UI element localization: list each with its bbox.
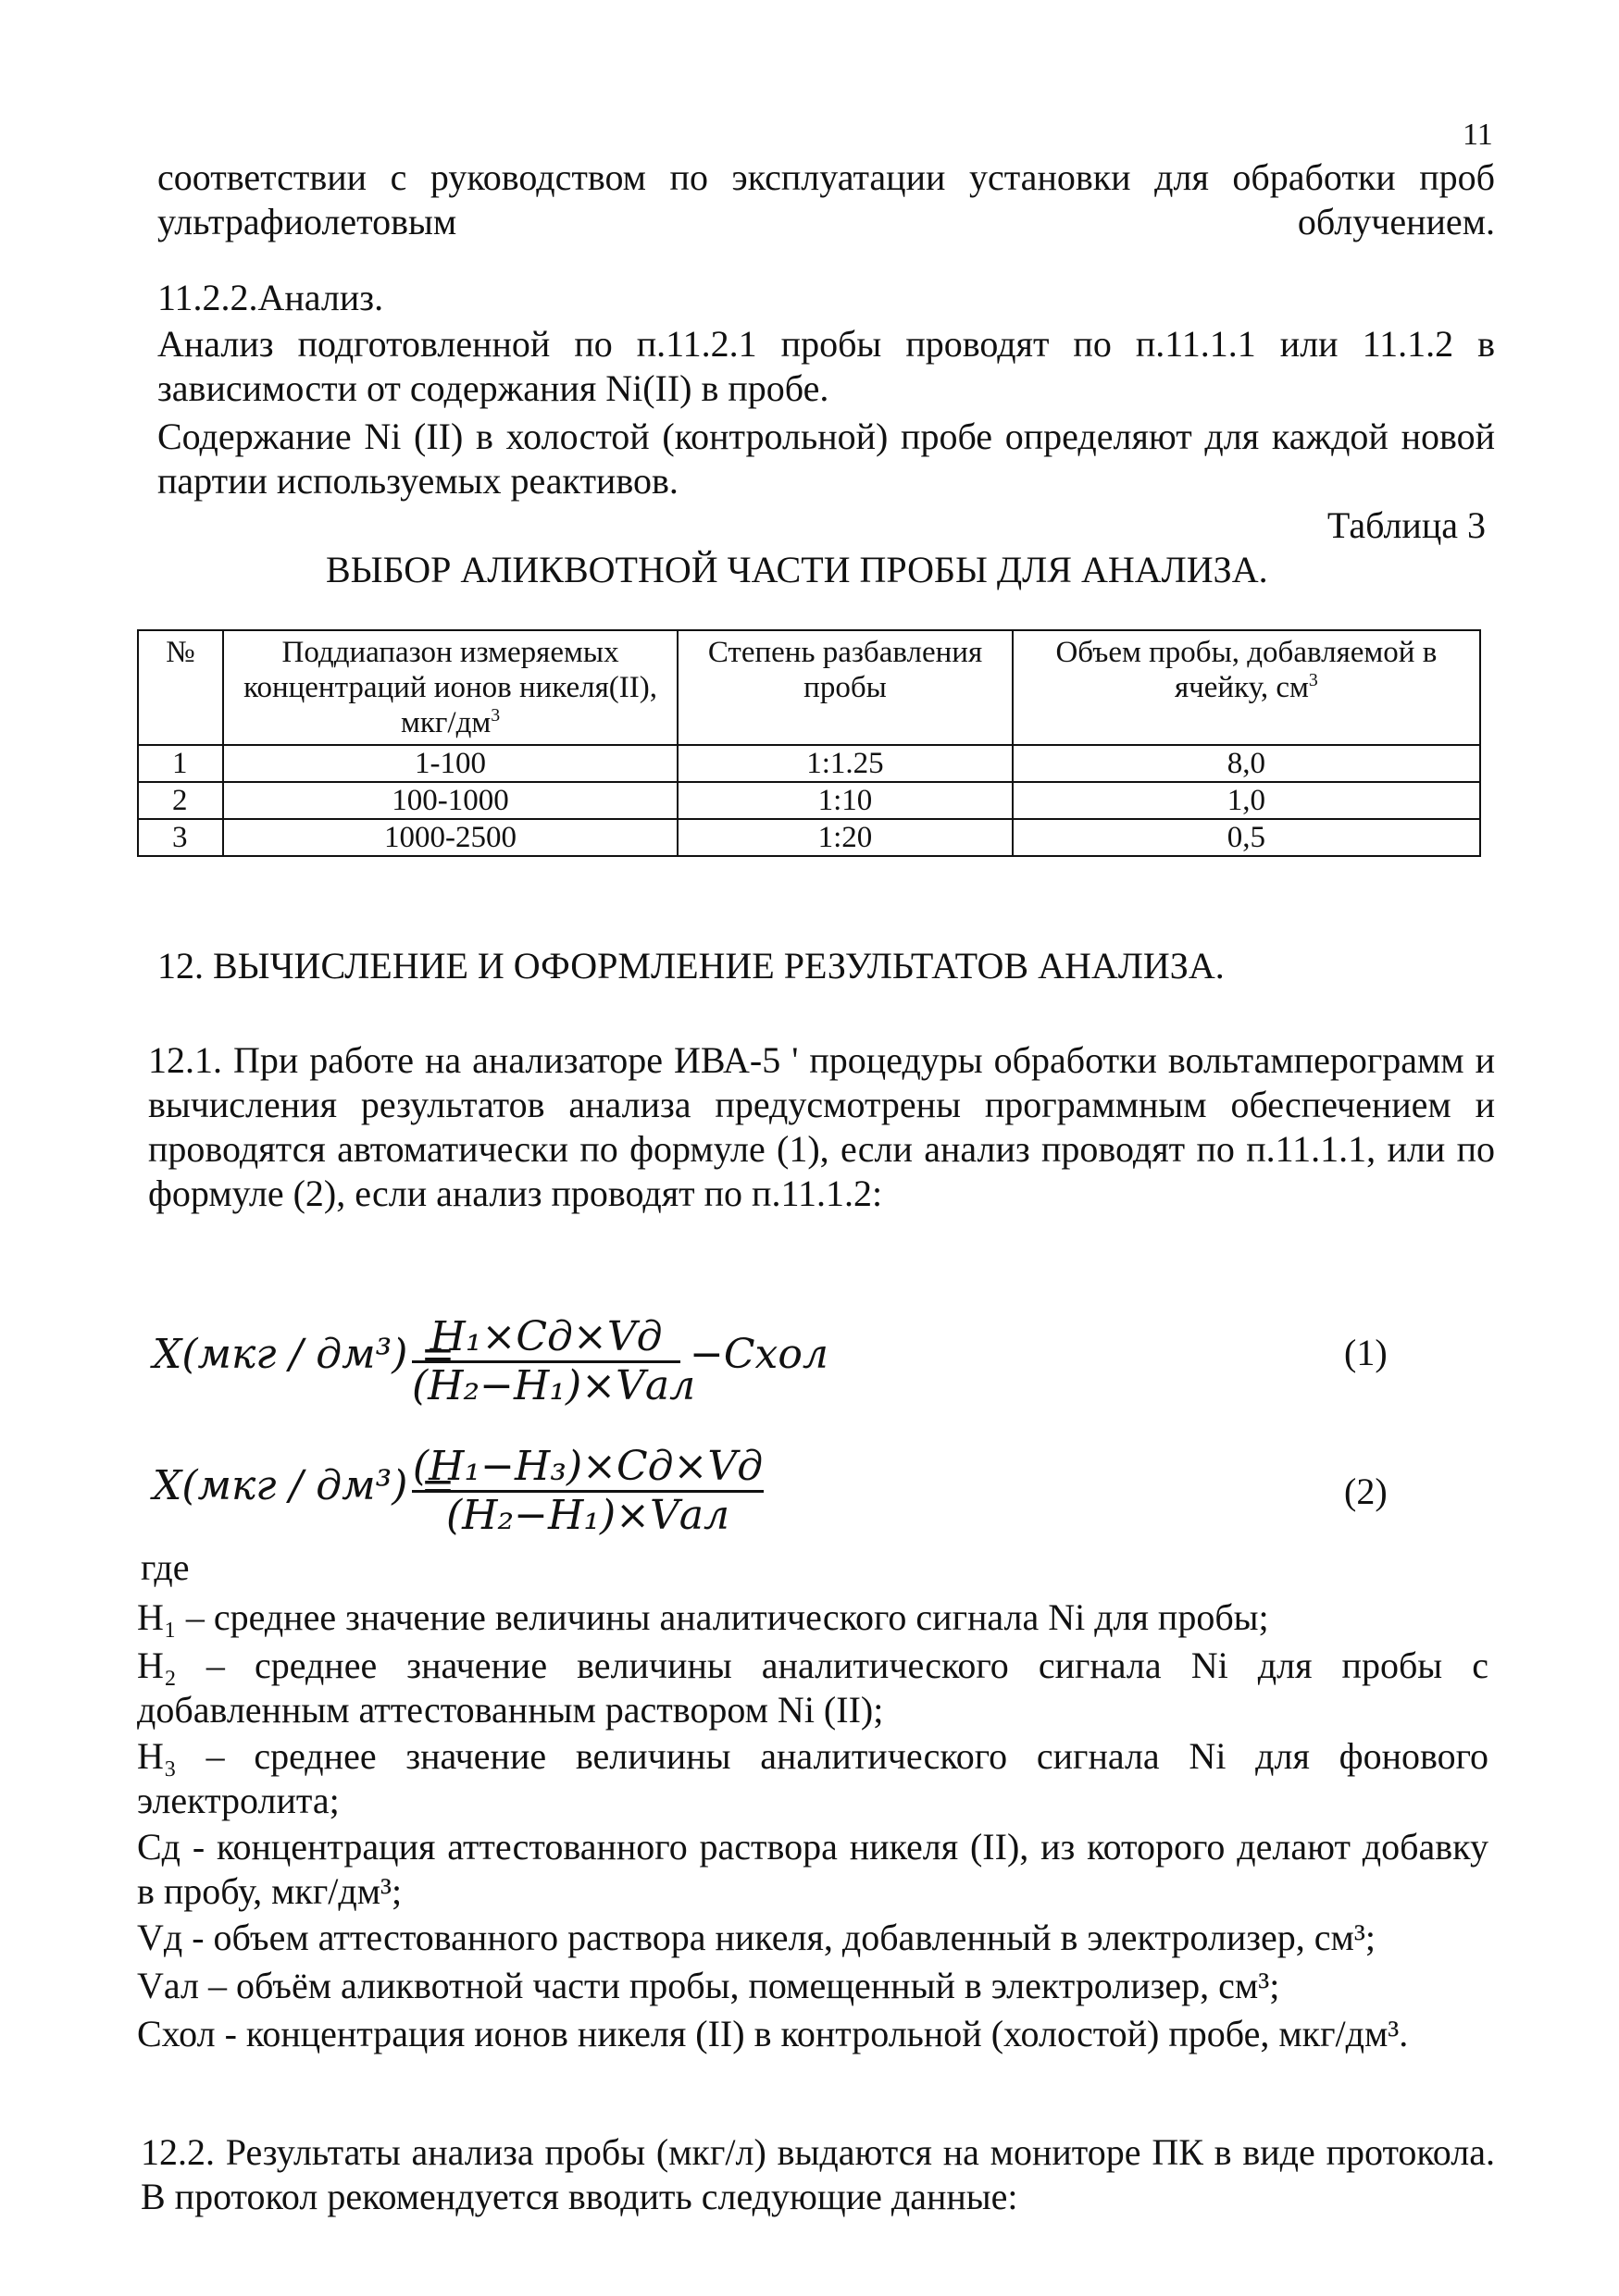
row-number: 2	[138, 782, 223, 819]
equation-1-lhs: X(мкг / дм³) =	[153, 1331, 455, 1378]
legend-chol: Схол - концентрация ионов никеля (II) в контрольной (холостой) пробе, мкг/дм³.	[137, 2013, 1409, 2054]
header-dilution: Степень разбавления пробы	[678, 630, 1013, 745]
row-range: 1-100	[223, 745, 678, 782]
table-row	[138, 745, 1480, 782]
equation-2-lhs: X(мкг / дм³) =	[153, 1462, 455, 1509]
table-row	[138, 819, 1480, 856]
section-12-2-paragraph: 12.2. Результаты анализа пробы (мкг/л) выдаются на мониторе ПК в виде протокола. В протокол рекомендуется вводить следующие данные:	[141, 2131, 1495, 2217]
table-label: Таблица 3	[1326, 504, 1486, 546]
equation-1-tail: −Cхол	[690, 1331, 828, 1378]
header-number: №	[138, 630, 223, 745]
row-volume: 0,5	[1013, 819, 1480, 856]
equation-1-fraction	[412, 1313, 696, 1409]
equation-1-denominator: (H₂−H₁)×Vал	[412, 1362, 696, 1409]
equation-2-numerator: (H₁−H₃)×Cд×Vд	[412, 1444, 764, 1493]
section-11-2-2-title: 11.2.2.Анализ.	[157, 277, 384, 318]
legend-h2: H₂ – среднее значение величины аналитического сигнала Ni для пробы с добавленным аттестованным раствором Ni (II);	[137, 1644, 1488, 1731]
row-number: 3	[138, 819, 223, 856]
header-volume: Объем пробы, добавляемой в ячейку, $см^3$	[1013, 630, 1480, 745]
equation-1-number: (1)	[1344, 1332, 1388, 1373]
table-row	[138, 782, 1480, 819]
equation-1-numerator: H₁×Cд×Vд	[412, 1314, 680, 1363]
legend-cd: Сд - концентрация аттестованного раствора никеля (II), из которого делают добавку в пробу, мкг/дм³;	[137, 1826, 1488, 1912]
row-dilution: 1:20	[678, 819, 1013, 856]
page-number: 11	[1463, 118, 1493, 152]
legend-h1: H₁ – среднее значение величины аналитического сигнала Ni для пробы;	[137, 1596, 1269, 1638]
equation-2-number: (2)	[1344, 1471, 1388, 1512]
row-range: 1000-2500	[223, 819, 678, 856]
intro-continuation-paragraph: соответствии с руководством по эксплуатации установки для обработки проб ультрафиолетовым облучением.	[157, 156, 1495, 242]
table-title: ВЫБОР АЛИКВОТНОЙ ЧАСТИ ПРОБЫ ДЛЯ АНАЛИЗА.	[326, 549, 1268, 590]
row-volume: 8,0	[1013, 745, 1480, 782]
aliquot-selection-table	[137, 629, 1481, 857]
legend-val: Vал – объём аликвотной части пробы, помещенный в электролизер, см³;	[137, 1965, 1280, 2006]
section-12-1-paragraph: 12.1. При работе на анализаторе ИВА-5 ' процедуры обработки вольтамперограмм и вычисления результатов анализа предусмотрены программным обеспечением и проводятся автоматически по формуле (1), если анализ проводят по п.11.1.1, или по формуле (2), если анализ проводят по п.11.1.2:	[148, 1039, 1495, 1214]
row-number: 1	[138, 745, 223, 782]
section-11-2-2-paragraph-1: Анализ подготовленной по п.11.2.1 пробы проводят по п.11.1.1 или 11.1.2 в зависимости от содержания Ni(II) в пробе.	[157, 323, 1495, 409]
section-11-2-2-paragraph-2: Содержание Ni (II) в холостой (контрольной) пробе определяют для каждой новой партии используемых реактивов.	[157, 416, 1495, 502]
table-header-row	[138, 630, 1480, 745]
row-range: 100-1000	[223, 782, 678, 819]
legend-vd: Vд - объем аттестованного раствора никеля, добавленный в электролизер, см³;	[137, 1917, 1376, 1958]
row-volume: 1,0	[1013, 782, 1480, 819]
header-range: Поддиапазон измеряемых концентраций ионов никеля(II), мкг/$дм^3$	[223, 630, 678, 745]
where-label: где	[141, 1546, 190, 1588]
row-dilution: 1:1.25	[678, 745, 1013, 782]
legend-h3: H₃ – среднее значение величины аналитического сигнала Ni для фонового электролита;	[137, 1735, 1488, 1821]
row-dilution: 1:10	[678, 782, 1013, 819]
equation-2-fraction	[412, 1444, 764, 1539]
equation-2-denominator: (H₂−H₁)×Vал	[445, 1492, 730, 1539]
section-12-title: 12. ВЫЧИСЛЕНИЕ И ОФОРМЛЕНИЕ РЕЗУЛЬТАТОВ АНАЛИЗА.	[157, 945, 1225, 987]
